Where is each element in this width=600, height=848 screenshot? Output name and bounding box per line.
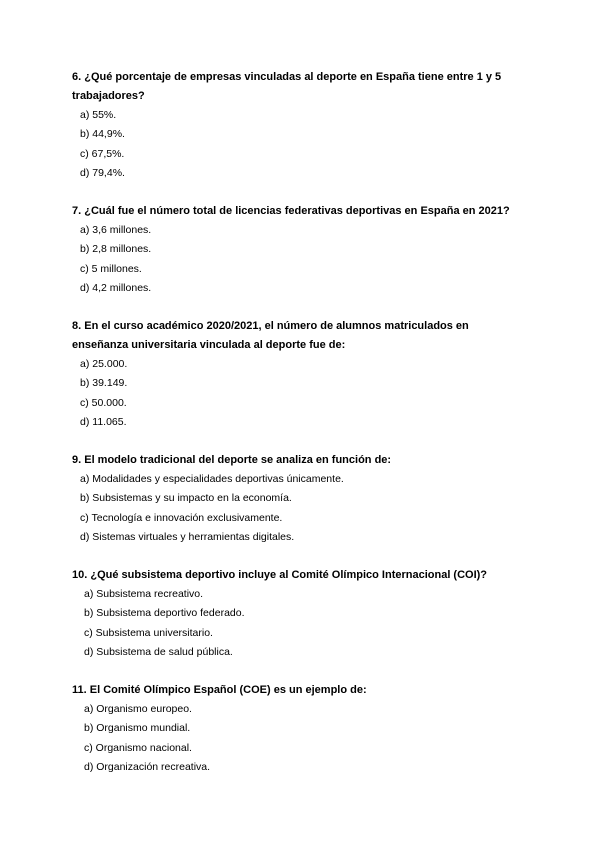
option-a: a) Modalidades y especialidades deportivas únicamente.	[80, 473, 344, 485]
option-b: b) Subsistema deportivo federado.	[84, 607, 245, 620]
option-b: b) 44,9%.	[80, 128, 125, 141]
option-d: d) Organización recreativa.	[84, 760, 211, 773]
question-10	[0, 566, 600, 662]
option-d: d) Sistemas virtuales y herramientas digitales.	[80, 530, 295, 543]
option-b: b) 39.149.	[80, 377, 128, 390]
option-a: a) 3,6 millones.	[80, 224, 152, 236]
answer-options	[0, 106, 600, 183]
option-a: a) Organismo europeo.	[84, 703, 192, 715]
question-text: 6. ¿Qué porcentaje de empresas vinculadas al deporte en España tiene entre 1 y 5 trabajadores?	[72, 71, 502, 102]
option-d: d) 79,4%.	[80, 166, 125, 179]
option-c: c) Subsistema universitario.	[84, 626, 213, 639]
answer-options	[0, 221, 600, 298]
question-text: 8. En el curso académico 2020/2021, el número de alumnos matriculados en enseñanza universitaria vinculada al deporte fue de:	[72, 320, 469, 351]
answer-options	[0, 355, 600, 432]
option-c: c) Tecnología e innovación exclusivamente.	[80, 511, 283, 524]
answer-options	[0, 700, 600, 777]
question-text: 10. ¿Qué subsistema deportivo incluye al Comité Olímpico Internacional (COI)?	[72, 569, 488, 581]
option-a: a) Subsistema recreativo.	[84, 588, 204, 600]
question-8	[0, 317, 600, 432]
option-d: d) Subsistema de salud pública.	[84, 645, 233, 658]
option-c: c) 5 millones.	[80, 262, 142, 275]
question-text: 11. El Comité Olímpico Español (COE) es un ejemplo de:	[72, 684, 367, 696]
answer-options	[0, 470, 600, 547]
option-c: c) 50.000.	[80, 396, 127, 409]
option-b: b) 2,8 millones.	[80, 243, 152, 256]
question-9	[0, 451, 600, 547]
answer-options	[0, 585, 600, 662]
question-text: 9. El modelo tradicional del deporte se analiza en función de:	[72, 454, 392, 466]
option-d: d) 11.065.	[80, 415, 127, 428]
option-d: d) 4,2 millones.	[80, 281, 152, 294]
question-text: 7. ¿Cuál fue el número total de licencias federativas deportivas en España en 2021?	[72, 205, 510, 217]
option-b: b) Organismo mundial.	[84, 722, 191, 735]
option-b: b) Subsistemas y su impacto en la economía.	[80, 492, 292, 505]
option-c: c) Organismo nacional.	[84, 741, 192, 754]
question-6	[0, 68, 600, 183]
option-a: a) 25.000.	[80, 358, 128, 370]
option-c: c) 67,5%.	[80, 147, 125, 160]
question-7	[0, 202, 600, 298]
question-11	[0, 681, 600, 777]
option-a: a) 55%.	[80, 109, 117, 121]
